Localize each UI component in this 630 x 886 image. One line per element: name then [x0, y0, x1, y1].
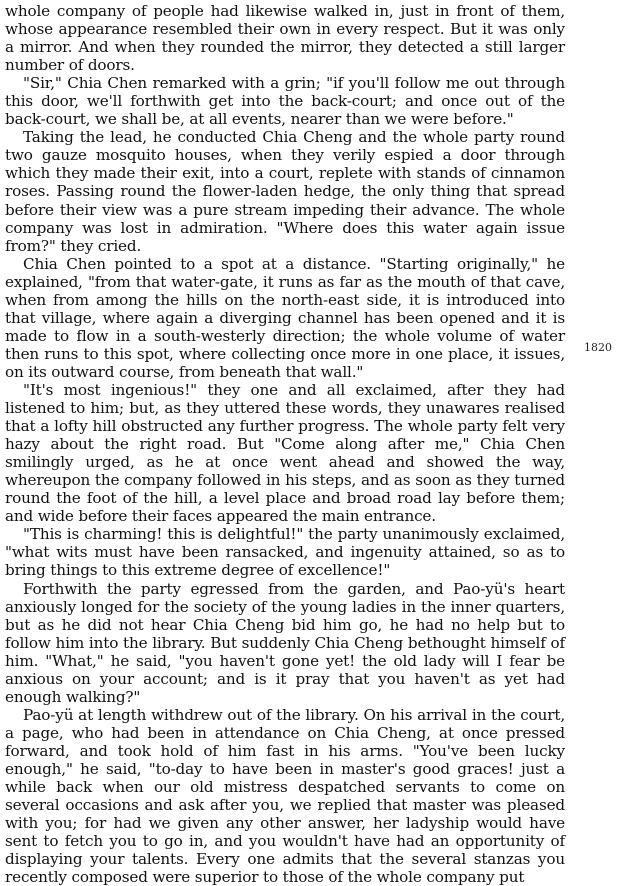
paragraph: "This is charming! this is delightful!" the party unanimously exclaimed, "what wits must have been ransacked, and ingenuity attained, so as to bring things to this extreme degree of excellence!" — [5, 525, 565, 580]
paragraph: "Sir," Chia Chen remarked with a grin; "if you'll follow me out through this door, we'll forthwith get into the back-court; and once out of the back-court, we shall be, at all events, nearer than we were before." — [5, 74, 565, 129]
paragraph: Forthwith the party egressed from the garden, and Pao-yü's heart anxiously longed for the society of the young ladies in the inner quarters, but as he did not hear Chia Cheng bid him go, he had no help but to follow him into the library. But suddenly Chia Cheng bethought himself of him. "What," he said, "you haven't gone yet! the old lady will I fear be anxious on your account; and is it pray that you haven't as yet had enough walking?" — [5, 579, 565, 706]
paragraph: Taking the lead, he conducted Chia Cheng and the whole party round two gauze mosquito houses, when they verily espied a door through which they made their exit, into a court, replete with stands of cinnamon roses. Passing round the flower-laden hedge, the only thing that spread before their view was a pure stream impeding their advance. The whole company was lost in admiration. "Where does this water again issue from?" they cried. — [5, 128, 565, 255]
paragraph-continued: whole company of people had likewise walked in, just in front of them, whose appearance resembled their own in every respect. But it was only a mirror. And when they rounded the mirror, they detected a still larger number of doors. — [5, 2, 565, 75]
paragraph: Pao-yü at length withdrew out of the library. On his arrival in the court, a page, who had been in attendance on Chia Cheng, at once pressed forward, and took hold of him fast in his arms. "You've been lucky enough," he said, "to-day to have been in master's good graces! just a while back when our old mistress despatched servants to come on several occasions and ask after you, we replied that master was pleased with you; for had we given any other answer, her ladyship would have sent to fetch you to go in, and you wouldn't have had an opportunity of displaying your talents. Every one admits that the several stanzas you recently composed were superior to those of the whole company put — [5, 705, 565, 886]
page-number: 1820 — [584, 341, 612, 354]
paragraph: "It's most ingenious!" they one and all exclaimed, after they had listened to him; but, as they uttered these words, they unawares realised that a lofty hill obstructed any further progress. The whole party felt very hazy about the right road. But "Come along after me," Chia Chen smilingly urged, as he at once went ahead and showed the way, whereupon the company followed in his steps, and as soon as they turned round the foot of the hill, a level place and broad road lay before them; and wide before their faces appeared the main entrance. — [5, 380, 565, 526]
paragraph: Chia Chen pointed to a spot at a distance. "Starting originally," he explained, "from that water-gate, it runs as far as the mouth of that cave, when from among the hills on the north-east side, it is introduced into that village, where again a diverging channel has been opened and it is made to flow in a south-westerly direction; the whole volume of water then runs to this spot, where collecting once more in one place, it issues, on its outward course, from beneath that wall." — [5, 254, 565, 381]
page-body — [5, 2, 565, 886]
